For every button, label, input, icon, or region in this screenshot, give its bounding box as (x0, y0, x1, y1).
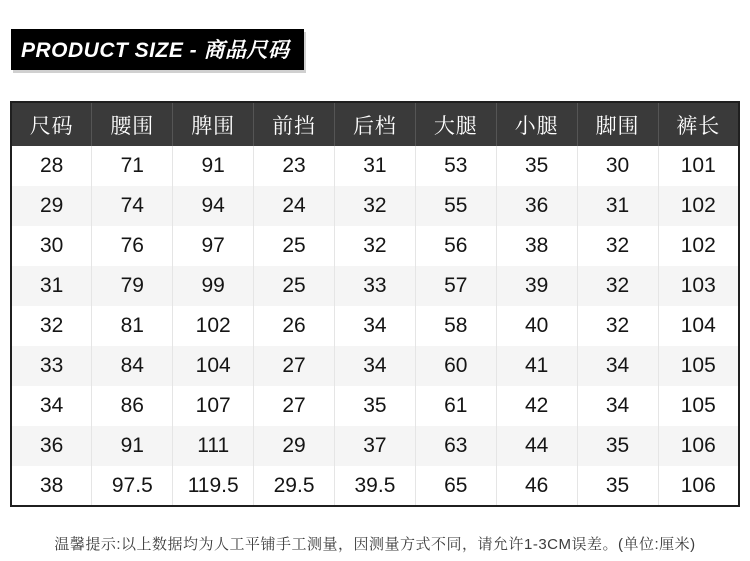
table-cell: 79 (92, 266, 173, 306)
table-cell: 46 (496, 466, 577, 506)
column-header: 大腿 (415, 102, 496, 146)
table-cell: 56 (415, 226, 496, 266)
table-cell: 99 (173, 266, 254, 306)
column-header: 裤长 (658, 102, 739, 146)
table-cell: 58 (415, 306, 496, 346)
column-header: 后档 (335, 102, 416, 146)
table-cell: 61 (415, 386, 496, 426)
column-header: 脚围 (577, 102, 658, 146)
table-row (11, 386, 739, 426)
table-cell: 32 (577, 226, 658, 266)
table-cell: 32 (577, 306, 658, 346)
table-cell: 53 (415, 146, 496, 186)
table-cell: 65 (415, 466, 496, 506)
table-cell: 105 (658, 346, 739, 386)
table-cell: 101 (658, 146, 739, 186)
table-cell: 25 (254, 226, 335, 266)
table-cell: 41 (496, 346, 577, 386)
size-table (10, 101, 740, 507)
table-cell: 84 (92, 346, 173, 386)
table-cell: 30 (577, 146, 658, 186)
size-table-head (11, 102, 739, 146)
table-cell: 97 (173, 226, 254, 266)
table-cell: 25 (254, 266, 335, 306)
table-cell: 32 (335, 186, 416, 226)
table-cell: 35 (577, 466, 658, 506)
table-cell: 23 (254, 146, 335, 186)
table-cell: 91 (173, 146, 254, 186)
table-cell: 31 (11, 266, 92, 306)
table-cell: 32 (335, 226, 416, 266)
table-cell: 34 (577, 346, 658, 386)
table-cell: 29.5 (254, 466, 335, 506)
column-header: 腰围 (92, 102, 173, 146)
table-cell: 39 (496, 266, 577, 306)
table-cell: 31 (335, 146, 416, 186)
table-row (11, 226, 739, 266)
size-table-body (11, 146, 739, 506)
table-cell: 106 (658, 426, 739, 466)
table-cell: 33 (335, 266, 416, 306)
table-cell: 111 (173, 426, 254, 466)
column-header: 小腿 (496, 102, 577, 146)
table-cell: 91 (92, 426, 173, 466)
table-cell: 34 (577, 386, 658, 426)
column-header: 脾围 (173, 102, 254, 146)
table-row (11, 306, 739, 346)
column-header: 尺码 (11, 102, 92, 146)
table-cell: 102 (658, 186, 739, 226)
table-cell: 24 (254, 186, 335, 226)
size-chart-section (10, 101, 740, 507)
table-cell: 34 (11, 386, 92, 426)
table-cell: 40 (496, 306, 577, 346)
table-cell: 106 (658, 466, 739, 506)
table-cell: 107 (173, 386, 254, 426)
table-cell: 32 (11, 306, 92, 346)
table-cell: 34 (335, 306, 416, 346)
table-cell: 119.5 (173, 466, 254, 506)
table-cell: 60 (415, 346, 496, 386)
table-cell: 34 (335, 346, 416, 386)
table-row (11, 266, 739, 306)
table-cell: 76 (92, 226, 173, 266)
table-cell: 42 (496, 386, 577, 426)
table-cell: 29 (254, 426, 335, 466)
table-cell: 105 (658, 386, 739, 426)
table-cell: 94 (173, 186, 254, 226)
table-cell: 31 (577, 186, 658, 226)
table-cell: 44 (496, 426, 577, 466)
table-cell: 104 (173, 346, 254, 386)
table-cell: 26 (254, 306, 335, 346)
table-cell: 28 (11, 146, 92, 186)
table-cell: 71 (92, 146, 173, 186)
table-cell: 35 (496, 146, 577, 186)
table-cell: 74 (92, 186, 173, 226)
table-cell: 27 (254, 386, 335, 426)
table-row (11, 146, 739, 186)
table-row (11, 186, 739, 226)
table-row (11, 346, 739, 386)
table-cell: 37 (335, 426, 416, 466)
table-cell: 35 (335, 386, 416, 426)
table-cell: 102 (658, 226, 739, 266)
column-header: 前挡 (254, 102, 335, 146)
page-title: PRODUCT SIZE - 商品尺码 (11, 29, 304, 70)
table-cell: 29 (11, 186, 92, 226)
table-cell: 38 (496, 226, 577, 266)
table-cell: 103 (658, 266, 739, 306)
table-row (11, 466, 739, 506)
table-cell: 33 (11, 346, 92, 386)
table-cell: 38 (11, 466, 92, 506)
table-cell: 55 (415, 186, 496, 226)
table-cell: 104 (658, 306, 739, 346)
table-row (11, 426, 739, 466)
table-header-row (11, 102, 739, 146)
table-cell: 81 (92, 306, 173, 346)
table-cell: 57 (415, 266, 496, 306)
table-cell: 97.5 (92, 466, 173, 506)
table-cell: 30 (11, 226, 92, 266)
table-cell: 36 (496, 186, 577, 226)
footer-note: 温馨提示:以上数据均为人工平铺手工测量，因测量方式不同，请允许1-3CM误差。(单位:厘米) (54, 536, 696, 553)
table-cell: 63 (415, 426, 496, 466)
table-cell: 102 (173, 306, 254, 346)
table-cell: 39.5 (335, 466, 416, 506)
table-cell: 32 (577, 266, 658, 306)
table-cell: 36 (11, 426, 92, 466)
table-cell: 35 (577, 426, 658, 466)
table-cell: 27 (254, 346, 335, 386)
table-cell: 86 (92, 386, 173, 426)
